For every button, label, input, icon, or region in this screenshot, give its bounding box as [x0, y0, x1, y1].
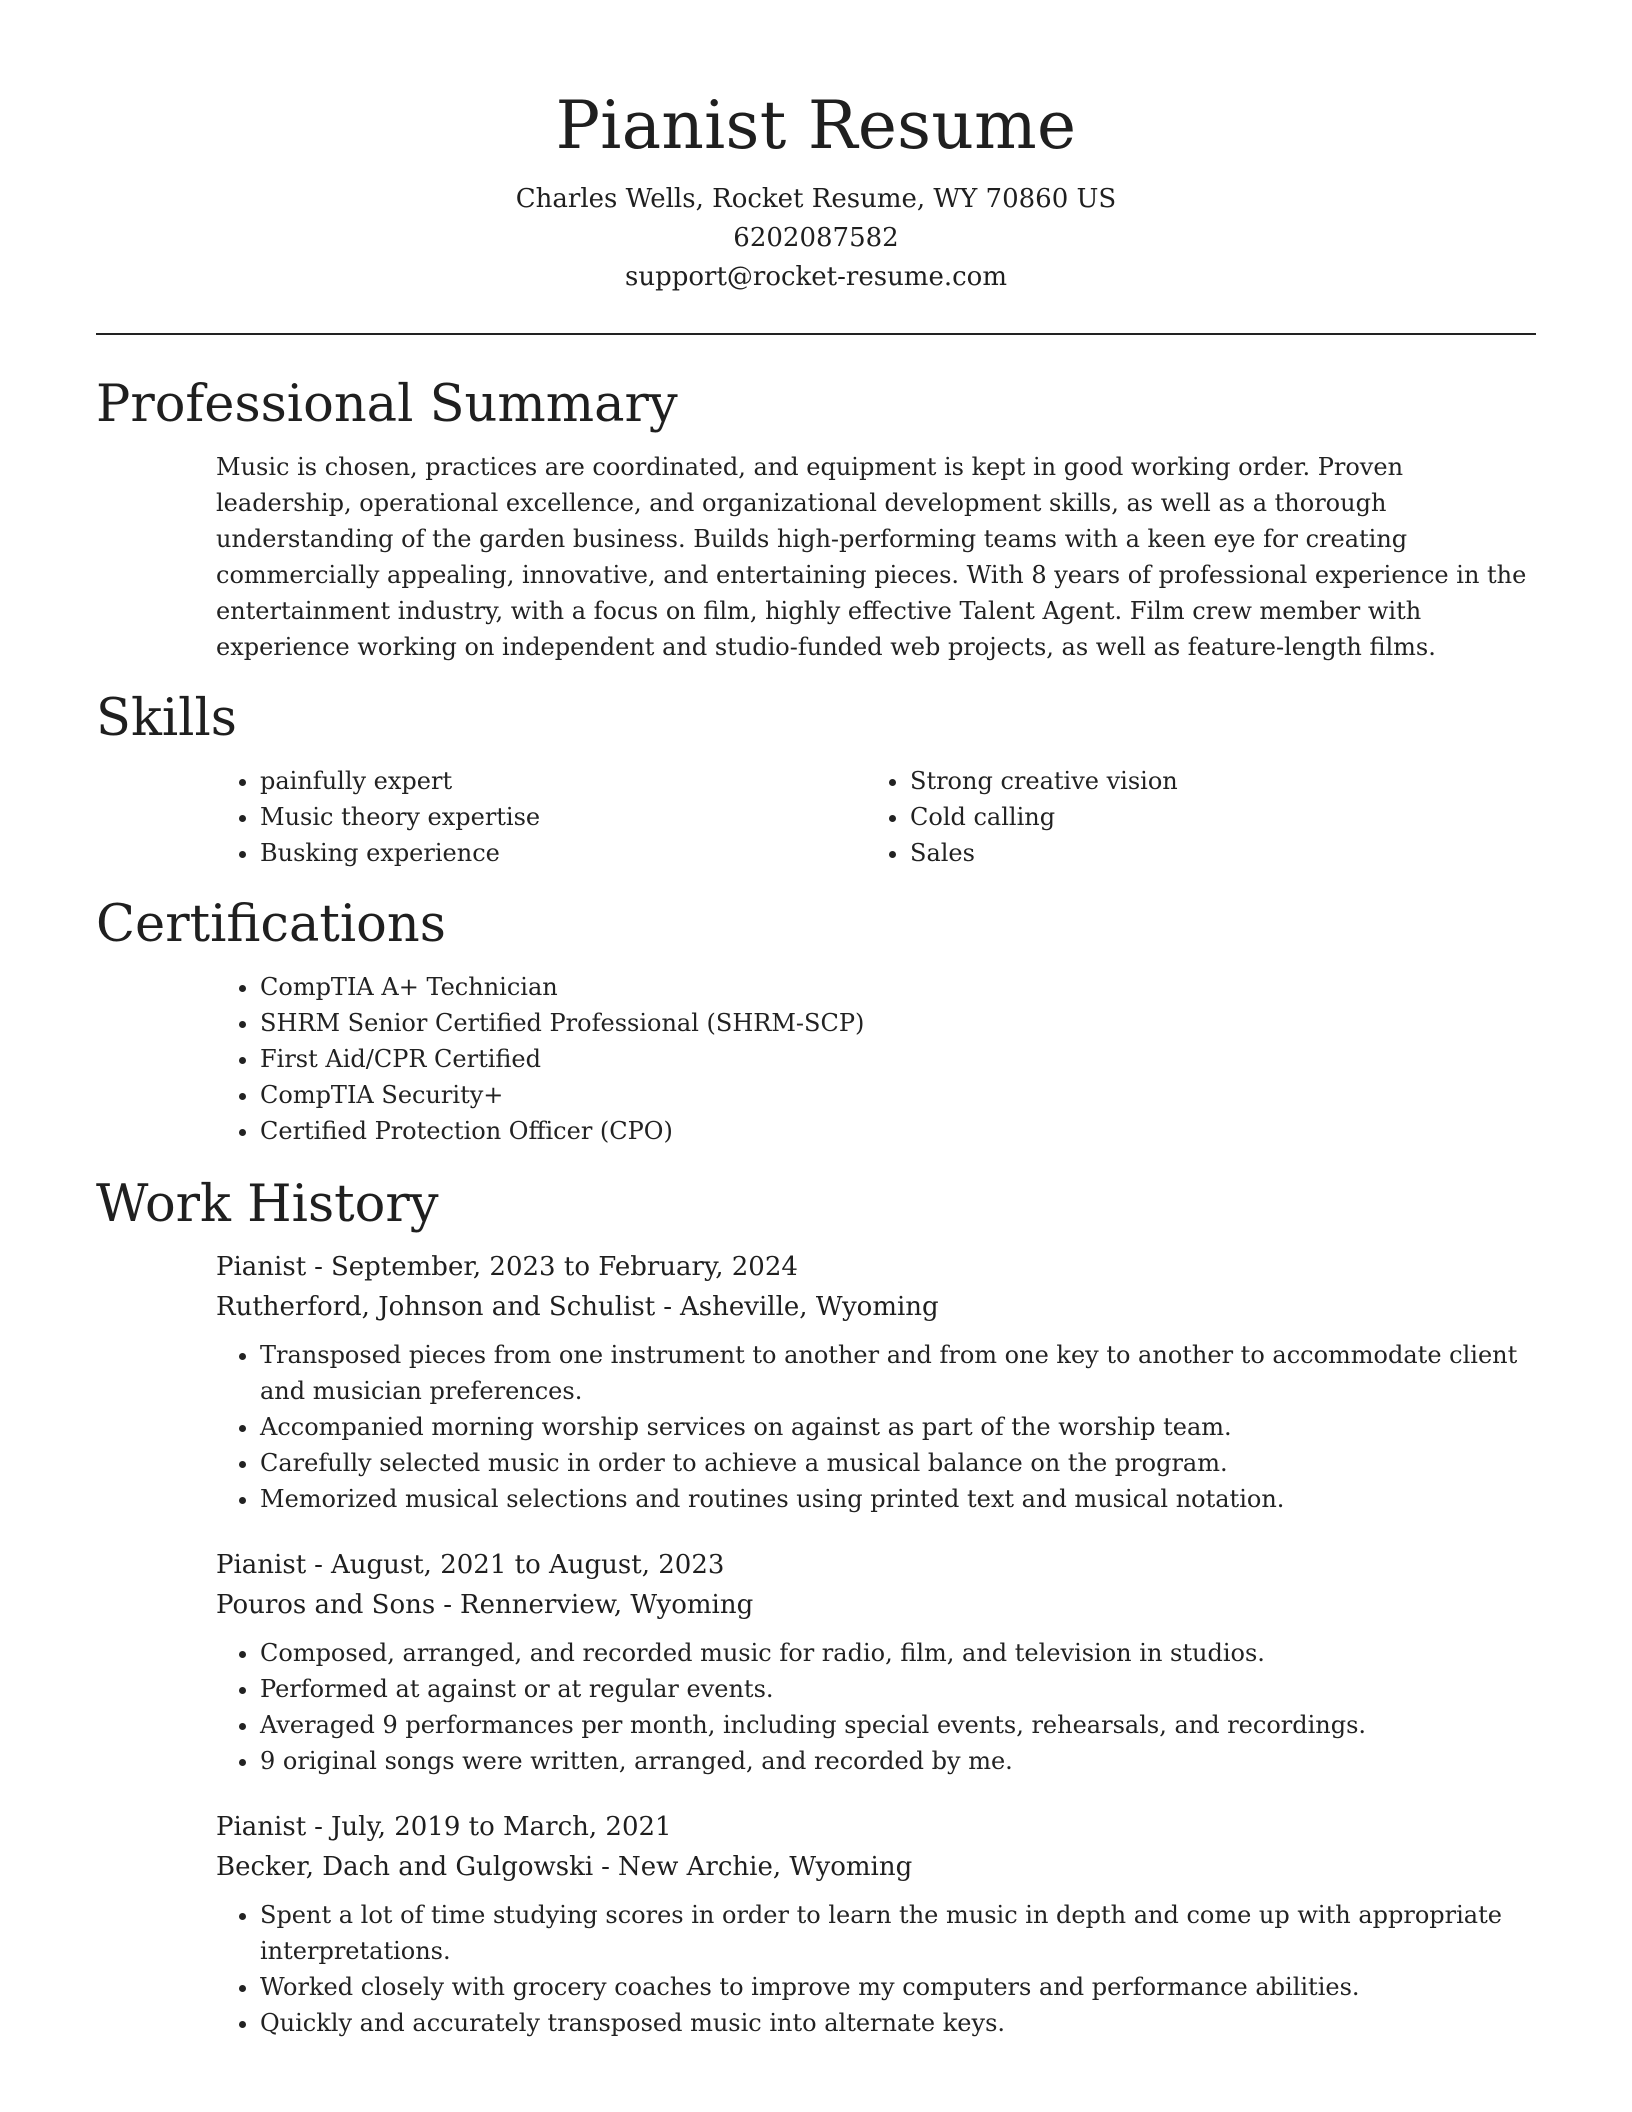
job-duty: • Quickly and accurately transposed music into alternate keys.: [260, 2005, 1536, 2041]
job-location: Rennerview, Wyoming: [460, 1590, 754, 1620]
job-dates: July, 2019 to March, 2021: [330, 1812, 672, 1842]
job-duty: • Accompanied morning worship services on against as part of the worship team.: [260, 1409, 1536, 1445]
job-employer: Rutherford, Johnson and Schulist: [216, 1292, 656, 1322]
certification-item: • Certified Protection Officer (CPO): [260, 1113, 1536, 1149]
job-dates: September, 2023 to February, 2024: [330, 1252, 798, 1282]
certifications-list: [216, 969, 1536, 1149]
job-duty: • Carefully selected music in order to achieve a musical balance on the program.: [260, 1445, 1536, 1481]
resume-header: [96, 0, 1536, 297]
certification-item: • CompTIA Security+: [260, 1077, 1536, 1113]
certification-item: • SHRM Senior Certified Professional (SHRM-SCP): [260, 1005, 1536, 1041]
contact-email: support@rocket-resume.com: [624, 262, 1007, 292]
job-employer-line: [216, 1585, 1536, 1625]
job-employer-line: [216, 1287, 1536, 1327]
work-history-heading: Work History: [96, 1175, 439, 1234]
contact-phone: 6202087582: [733, 223, 899, 253]
certifications-section: [96, 893, 1536, 1149]
job-duty: • Composed, arranged, and recorded music for radio, film, and television in studios.: [260, 1635, 1536, 1671]
certification-item: • CompTIA A+ Technician: [260, 969, 1536, 1005]
job-location: New Archie, Wyoming: [617, 1852, 913, 1882]
job-entry: [216, 1247, 1536, 1517]
job-separator: -: [314, 1812, 323, 1842]
job-location: Asheville, Wyoming: [680, 1292, 939, 1322]
summary-section: [96, 373, 1536, 665]
resume-page: [96, 0, 1536, 2069]
skills-list-right: [866, 763, 1516, 871]
job-duty: • Averaged 9 performances per month, including special events, rehearsals, and recordings.: [260, 1707, 1536, 1743]
skill-item: • Music theory expertise: [260, 799, 866, 835]
job-duties-list: [216, 1897, 1536, 2041]
job-duty: • Spent a lot of time studying scores in order to learn the music in depth and come up with appropriate interpretations.: [260, 1897, 1536, 1969]
job-duty: • 9 original songs were written, arranged, and recorded by me.: [260, 1743, 1536, 1779]
job-title-line: [216, 1247, 1536, 1287]
job-duties-list: [216, 1337, 1536, 1517]
skill-item: • Sales: [910, 835, 1516, 871]
job-separator: -: [601, 1852, 610, 1882]
job-entry: [216, 1545, 1536, 1779]
certification-item: • First Aid/CPR Certified: [260, 1041, 1536, 1077]
skills-column-right: [866, 763, 1516, 871]
skill-item: • painfully expert: [260, 763, 866, 799]
job-title: Pianist: [216, 1252, 307, 1282]
job-employer-line: [216, 1847, 1536, 1887]
job-dates: August, 2021 to August, 2023: [330, 1550, 725, 1580]
job-title: Pianist: [216, 1812, 307, 1842]
header-divider: [96, 333, 1536, 335]
skills-column-left: [216, 763, 866, 871]
job-title: Pianist: [216, 1550, 307, 1580]
contact-address: Charles Wells, Rocket Resume, WY 70860 US: [515, 184, 1117, 214]
skills-section: [96, 687, 1536, 871]
skill-item: • Busking experience: [260, 835, 866, 871]
work-history-body: [216, 1247, 1536, 2041]
job-separator: -: [443, 1590, 453, 1620]
skills-grid: [216, 763, 1536, 871]
certifications-heading: Certifications: [96, 895, 446, 954]
job-title-line: [216, 1545, 1536, 1585]
summary-text: Music is chosen, practices are coordinated, and equipment is kept in good working order. Proven leadership, operational excellence, and organizational development skills, as well as a thorough understanding of the garden business. Builds high-performing teams with a keen eye for creating commercially appealing, innovative, and entertaining pieces. With 8 years of professional experience in the entertainment industry, with a focus on film, highly effective Talent Agent. Film crew member with experience working on independent and studio-funded web projects, as well as feature-length films.: [216, 453, 1527, 661]
job-duties-list: [216, 1635, 1536, 1779]
job-duty: • Memorized musical selections and routines using printed text and musical notation.: [260, 1481, 1536, 1517]
job-title-line: [216, 1807, 1536, 1847]
job-separator: -: [663, 1292, 673, 1322]
page-title: Pianist Resume: [555, 87, 1077, 164]
job-employer: Pouros and Sons: [216, 1590, 436, 1620]
job-entry: [216, 1807, 1536, 2041]
job-duty: • Worked closely with grocery coaches to improve my computers and performance abilities.: [260, 1969, 1536, 2005]
skill-item: • Cold calling: [910, 799, 1516, 835]
job-separator: -: [314, 1550, 323, 1580]
job-separator: -: [314, 1252, 323, 1282]
skills-list-left: [216, 763, 866, 871]
skill-item: • Strong creative vision: [910, 763, 1516, 799]
work-history-section: [96, 1173, 1536, 2041]
certifications-body: [216, 969, 1536, 1149]
summary-heading: Professional Summary: [96, 375, 678, 434]
job-duty: • Transposed pieces from one instrument to another and from one key to another to accommodate client and musician preferences.: [260, 1337, 1536, 1409]
job-employer: Becker, Dach and Gulgowski: [216, 1852, 594, 1882]
skills-heading: Skills: [96, 689, 237, 748]
job-duty: • Performed at against or at regular events.: [260, 1671, 1536, 1707]
